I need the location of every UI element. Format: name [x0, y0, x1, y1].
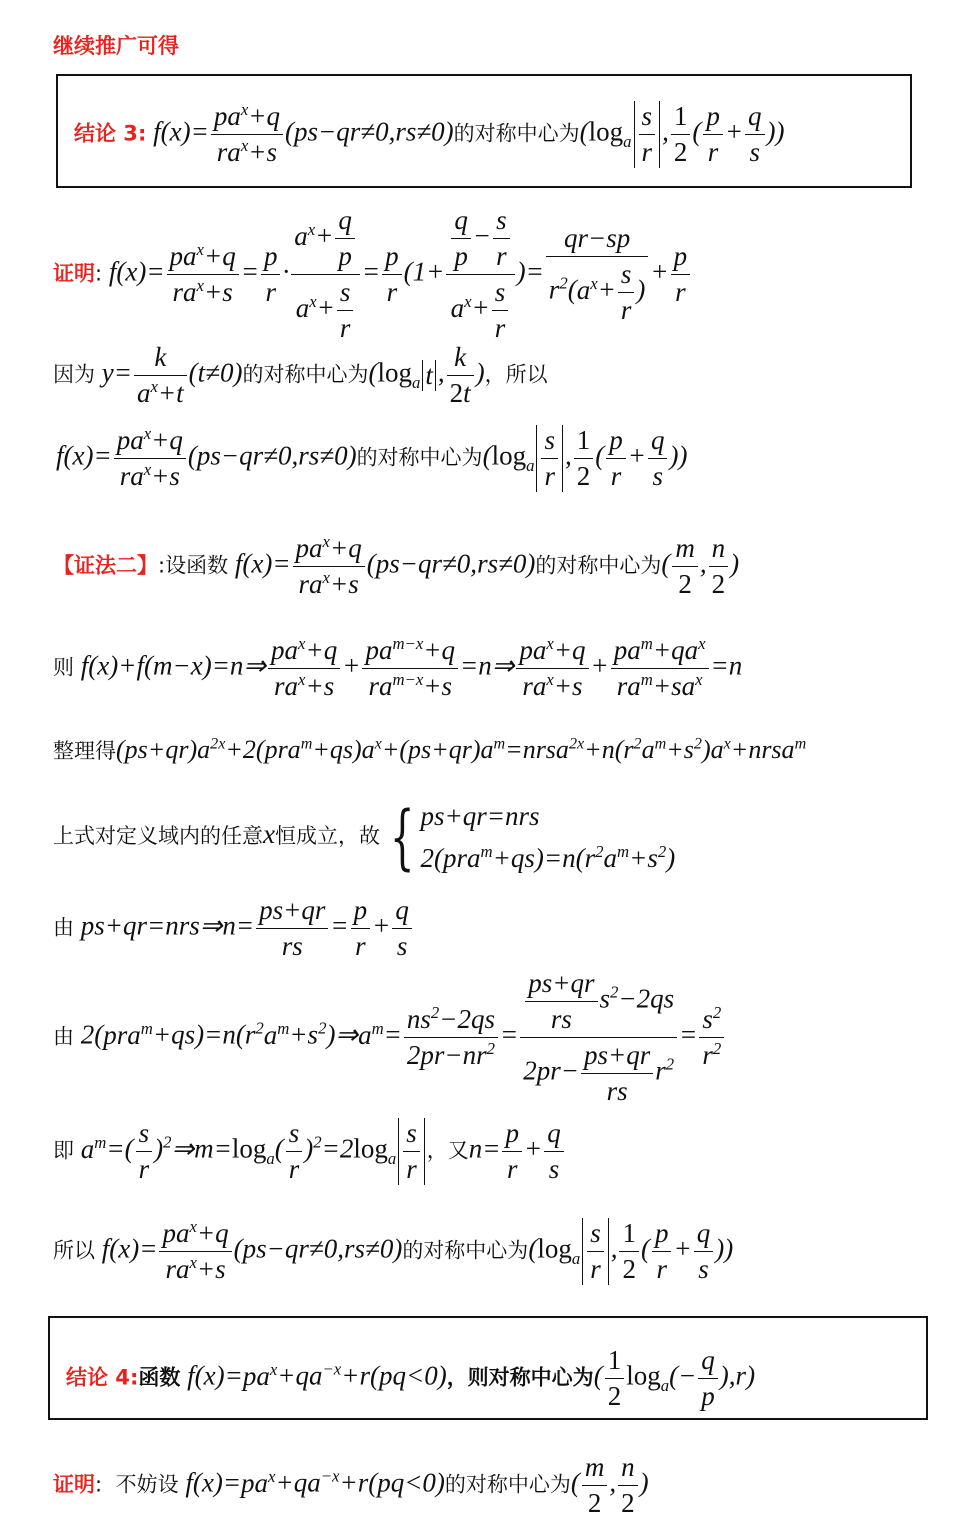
identity-line: 上式对定义域内的任意x恒成立，故 { ps+qr=nrs $2(pra^m+qs)=n(r^2a^m+s^2)$ — [53, 796, 676, 878]
method2-line: 【证法二】:设函数 f(x)= $pa^x+q$ $ra^x+s$ (ps−qr≠0,rs≠0)的对称中心为( $\frac{m}{2}$ , $\frac{n}{2}$ ) — [53, 532, 740, 599]
then-line: 则 f(x)+f(m−x)=n⇒ $pa^x+q$ $ra^x+s$ + $pa^{m-x}+q$ $ra^{m-x}+s$ =n⇒ $pa^x+q$ $ra^x+s$ + $pa^m+qa^x$ $ra^m+sa^x$ =n — [53, 634, 743, 701]
proof-4-line: 证明: 不妨设 $f(x)=pa^x+qa^{-x}+r(pq<0)$的对称中心为( $\frac{m}{2}$ , $\frac{n}{2}$ ) — [53, 1452, 649, 1518]
because-line: 因为 y= $\frac{k}{a^x+t}$ (t≠0)的对称中心为($\log_a$ t , $\frac{k}{2t}$ )，所以 — [53, 342, 548, 408]
proof-derivation: 证明: f(x)= $pa^x+q$ $ra^x+s$ = $\frac{p}{r}$ · $a^x+$ $\frac{q}{p}$ $a^x+$ $\frac{s}{r}$ = $\frac{p}{r}$ (1+ $\frac{q}{p}$ − $\frac{s}{r}$ $a^x+$ $\frac{s}{r}$ )= qr−sp $r^2(a^x+$ $\frac{s}{r}$ ) + $\frac{p}{r}$ — [53, 205, 692, 344]
ie-line: 即 $a^m=$( $\frac{s}{r}$ )$^2\Rightarrow m=\log_a$( $\frac{s}{r}$ )$^2=2\log_a$ $\frac{s}{r}$ ，又n= $\frac{p}{r}$ + $\frac{q}{s}$ — [53, 1118, 566, 1185]
heading: 继续推广可得 — [53, 34, 179, 58]
proof-result-line: f(x)= $pa^x+q$ $ra^x+s$ (ps−qr≠0,rs≠0)的对称中心为($\log_a$ $\frac{s}{r}$ , $\frac{1}{2}$ ( $\frac{p}{r}$ + $\frac{q}{s}$ )) — [56, 424, 688, 491]
conclusion-3-label: 结论 3 — [74, 121, 138, 146]
from-n-line: 由 ps+qr=nrs⇒n= $\frac{ps+qr}{rs}$ = $\frac{p}{r}$ + $\frac{q}{s}$ — [53, 895, 414, 962]
conclusion-4-line: 结论 4:函数 $f(x)=pa^x+qa^{-x}+r(pq<0)$，则对称中心为( $\frac{1}{2}$ $\log_a(-$ $\frac{q}{p}$ ),r) — [66, 1345, 756, 1411]
left-brace: { — [390, 796, 415, 878]
from-am-line: 由 $2(pra^m+qs)=n(r^2a^m+s^2)\Rightarrow a^m=$ $\frac{ns^2-2qs}{2pr-nr^2}$ = $\frac{ps+qr}{rs}$ $s^2-2qs$ 2pr− $\frac{ps+qr}{rs}$ $r^2$ = $\frac{s^2}{r^2}$ — [53, 968, 726, 1107]
therefore-line: 所以 f(x)= $pa^x+q$ $ra^x+s$ (ps−qr≠0,rs≠0)的对称中心为($\log_a$ $\frac{s}{r}$ , $\frac{1}{2}$ ( $\frac{p}{r}$ + $\frac{q}{s}$ )) — [53, 1217, 734, 1284]
conclusion-3-line: 结论 3: f(x)= $pa^x+q$ $ra^x+s$ (ps−qr≠0,rs≠0)的对称中心为($\log_a$ $\frac{s}{r}$ , $\frac{1}{2}$ ( $\frac{p}{r}$ + $\frac{q}{s}$ )) — [74, 100, 785, 167]
arrange-line: 整理得$(ps+qr)a^{2x}+2(pra^m+qs)a^x+(ps+qr)a^m=nrsa^{2x}+n(r^2a^m+s^2)a^x+nrsa^m$ — [53, 735, 807, 764]
